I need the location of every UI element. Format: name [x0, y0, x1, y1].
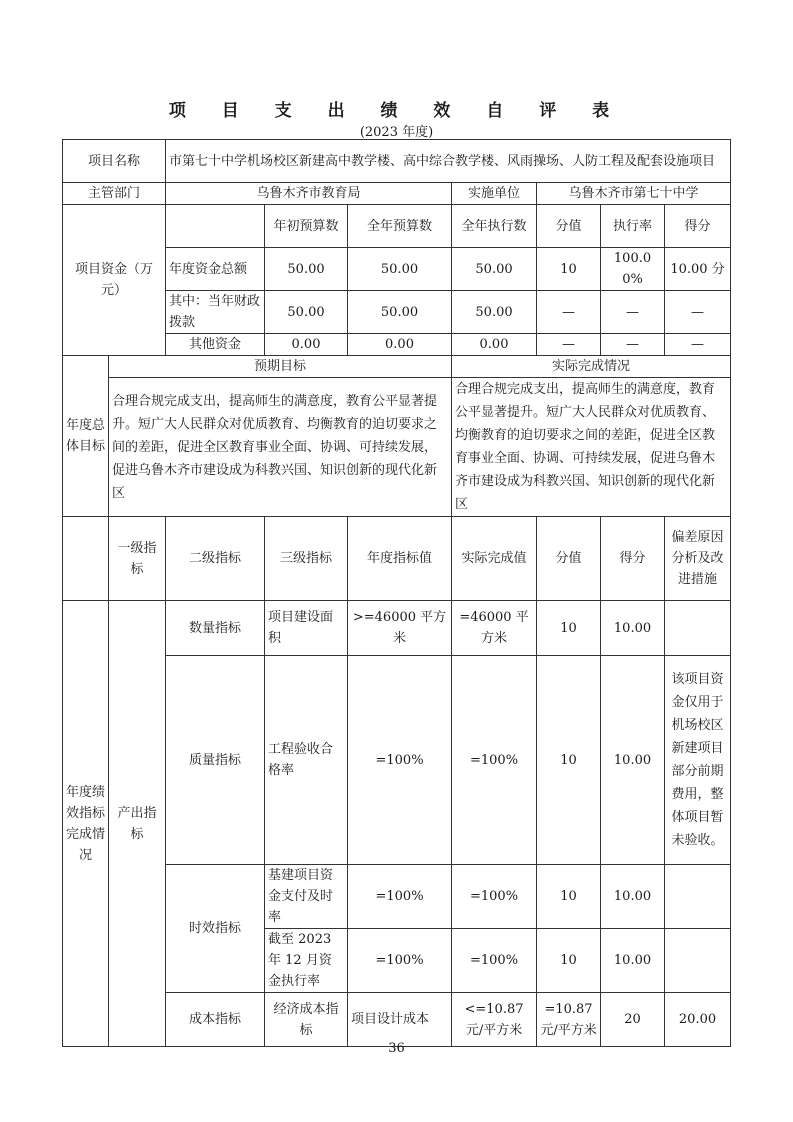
impl-value: 乌鲁木齐市第七十中学	[537, 183, 731, 205]
funds-cell: 50.00	[452, 248, 537, 291]
target: >=46000 平方米	[348, 601, 452, 656]
funds-cell: —	[601, 291, 665, 334]
expected-text: 合理合规完成支出，提高师生的满意度，教育公平显著提升。短广大人民群众对优质教育、均衡教育的迫切要求之间的差距，促进全区教育事业全面、协调、可持续发展，促进乌鲁木齐市建设成为科教兴国、知识创新的现代化新区	[109, 378, 452, 517]
score: 10	[537, 929, 601, 993]
funds-cell: 0.00	[452, 334, 537, 356]
level3: 项目设计成本	[348, 993, 452, 1047]
impl-label: 实施单位	[452, 183, 537, 205]
note	[665, 865, 731, 929]
funds-label: 项目资金（万元）	[63, 205, 166, 356]
funds-header: 全年执行数	[452, 205, 537, 248]
funds-cell: —	[665, 334, 731, 356]
funds-header: 分值	[537, 205, 601, 248]
funds-row-label: 其他资金	[166, 334, 265, 356]
goals-text-row	[63, 378, 731, 517]
actual: =100%	[452, 929, 537, 993]
funds-cell: 10.00 分	[665, 248, 731, 291]
ind-header: 得分	[601, 517, 665, 601]
note	[665, 601, 731, 656]
page-number: 36	[388, 1041, 405, 1056]
actual: =46000 平方米	[452, 601, 537, 656]
got: 10.00	[601, 656, 665, 865]
level3: 截至 2023 年 12 月资金执行率	[265, 929, 348, 993]
funds-cell: —	[537, 291, 601, 334]
evaluation-table	[62, 139, 731, 1047]
goals-label: 年度总体目标	[63, 356, 109, 517]
level1-cost: 成本指标	[166, 993, 265, 1047]
actual: =100%	[452, 865, 537, 929]
score: 20	[601, 993, 665, 1047]
funds-cell: 10	[537, 248, 601, 291]
funds-cell: —	[665, 291, 731, 334]
ind-header: 实际完成值	[452, 517, 537, 601]
dept-value: 乌鲁木齐市教育局	[166, 183, 452, 205]
target: <=10.87 元/平方米	[452, 993, 537, 1047]
ind-header: 一级指标	[109, 517, 166, 601]
funds-row-label: 其中：当年财政拨款	[166, 291, 265, 334]
funds-cell: 50.00	[348, 248, 452, 291]
level3: 项目建设面积	[265, 601, 348, 656]
level2: 时效指标	[166, 865, 265, 993]
funds-cell: —	[537, 334, 601, 356]
indicator-row	[63, 601, 731, 656]
level2: 质量指标	[166, 656, 265, 865]
funds-cell: 50.00	[348, 291, 452, 334]
funds-cell: 50.00	[265, 291, 348, 334]
actual-header: 实际完成情况	[452, 356, 731, 378]
funds-header: 全年预算数	[348, 205, 452, 248]
actual-text: 合理合规完成支出，提高师生的满意度，教育公平显著提升。短广大人民群众对优质教育、均衡教育的迫切要求之间的差距，促进全区教育事业全面、协调、可持续发展，促进乌鲁木齐市建设成为科教兴国、知识创新的现代化新区	[452, 378, 731, 517]
level3: 工程验收合格率	[265, 656, 348, 865]
actual: =10.87 元/平方米	[537, 993, 601, 1047]
goals-header-row	[63, 356, 731, 378]
ind-header: 二级指标	[166, 517, 265, 601]
expected-header: 预期目标	[109, 356, 452, 378]
funds-corner	[166, 205, 265, 248]
got: 20.00	[665, 993, 731, 1047]
level1-output: 产出指标	[109, 601, 166, 1047]
score: 10	[537, 601, 601, 656]
funds-header: 执行率	[601, 205, 665, 248]
level2: 经济成本指标	[265, 993, 348, 1047]
got: 10.00	[601, 601, 665, 656]
level3: 基建项目资金支付及时率	[265, 865, 348, 929]
project-name-label: 项目名称	[63, 140, 166, 183]
funds-cell: 50.00	[265, 248, 348, 291]
ind-header: 年度指标值	[348, 517, 452, 601]
ind-header: 三级指标	[265, 517, 348, 601]
target: =100%	[348, 865, 452, 929]
funds-header: 得分	[665, 205, 731, 248]
note	[665, 929, 731, 993]
note: 该项目资金仅用于机场校区新建项目部分前期费用，整体项目暂未验收。	[665, 656, 731, 865]
target: =100%	[348, 929, 452, 993]
funds-cell: —	[601, 334, 665, 356]
indicators-label: 年度绩效指标完成情况	[63, 601, 109, 1047]
actual: =100%	[452, 656, 537, 865]
indicators-corner	[63, 517, 109, 601]
funds-header-row	[63, 205, 731, 248]
got: 10.00	[601, 929, 665, 993]
ind-header: 偏差原因分析及改进措施	[665, 517, 731, 601]
page-title: 项 目 支 出 绩 效 自 评 表	[168, 101, 625, 121]
got: 10.00	[601, 865, 665, 929]
department-row	[63, 183, 731, 205]
funds-cell: 0.00	[348, 334, 452, 356]
level2: 数量指标	[166, 601, 265, 656]
funds-row-label: 年度资金总额	[166, 248, 265, 291]
funds-cell: 100.00%	[601, 248, 665, 291]
funds-cell: 0.00	[265, 334, 348, 356]
funds-header: 年初预算数	[265, 205, 348, 248]
indicators-header-row	[63, 517, 731, 601]
target: =100%	[348, 656, 452, 865]
project-name-value: 市第七十中学机场校区新建高中教学楼、高中综合教学楼、风雨操场、人防工程及配套设施项目	[166, 140, 731, 183]
funds-cell: 50.00	[452, 291, 537, 334]
ind-header: 分值	[537, 517, 601, 601]
score: 10	[537, 865, 601, 929]
project-name-row	[63, 140, 731, 183]
score: 10	[537, 656, 601, 865]
page-subtitle: (2023 年度)	[359, 125, 434, 140]
dept-label: 主管部门	[63, 183, 166, 205]
